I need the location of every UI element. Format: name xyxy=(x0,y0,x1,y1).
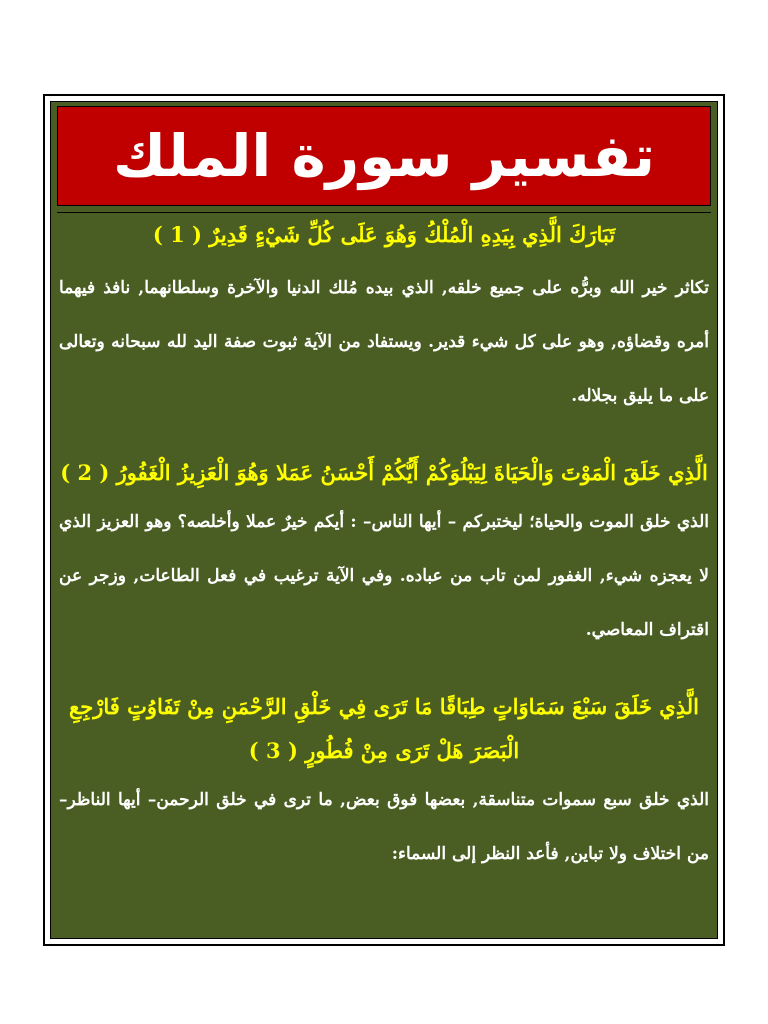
verse-3-number: ( 3 ) xyxy=(248,738,298,763)
section-gap xyxy=(59,423,709,451)
verse-1-number: ( 1 ) xyxy=(152,222,202,247)
section-gap xyxy=(59,657,709,685)
title-banner xyxy=(57,106,711,206)
page-title: تفسير سورة الملك xyxy=(113,122,655,190)
verse-1 xyxy=(59,213,709,257)
tafsir-1: تكاثر خير الله وبرُّه على جميع خلقه, الذي بيده مُلك الدنيا والآخرة وسلطانهما, نافذ فيهما أمره وقضاؤه, وهو على كل شيء قدير. ويستفاد من الآية ثبوت صفة اليد لله سبحانه وتعالى على ما يليق بجلاله. xyxy=(59,278,709,406)
verse-3 xyxy=(59,685,709,773)
verse-2-number: ( 2 ) xyxy=(60,460,110,485)
tafsir-3: الذي خلق سبع سموات متناسقة, بعضها فوق بعض, ما ترى في خلق الرحمن– أيها الناظر– من اختلاف ولا تباين, فأعد النظر إلى السماء: xyxy=(59,790,709,864)
tafsir-2: الذي خلق الموت والحياة؛ ليختبركم – أيها الناس– : أيكم خيرٌ عملا وأخلصه؟ وهو العزيز الذي لا يعجزه شيء, الغفور لمن تاب من عباده. وفي الآية ترغيب في فعل الطاعات, وزجر عن اقتراف المعاصي. xyxy=(59,512,709,640)
content-panel xyxy=(50,101,718,939)
page-frame xyxy=(43,94,725,946)
tafsir-content xyxy=(57,212,711,938)
verse-3-text: الَّذِي خَلَقَ سَبْعَ سَمَاوَاتٍ طِبَاقًا مَا تَرَى فِي خَلْقِ الرَّحْمَنِ مِنْ تَفَاوُتٍ فَارْجِعِ الْبَصَرَ هَلْ تَرَى مِنْ فُطُورٍ xyxy=(69,694,699,763)
verse-2-text: الَّذِي خَلَقَ الْمَوْتَ وَالْحَيَاةَ لِيَبْلُوَكُمْ أَيُّكُمْ أَحْسَنُ عَمَلا وَهُوَ الْعَزِيزُ الْغَفُورُ xyxy=(116,460,708,485)
verse-2 xyxy=(59,451,709,495)
verse-1-text: تَبَارَكَ الَّذِي بِيَدِهِ الْمُلْكُ وَهُوَ عَلَى كُلِّ شَيْءٍ قَدِيرٌ xyxy=(209,222,616,247)
